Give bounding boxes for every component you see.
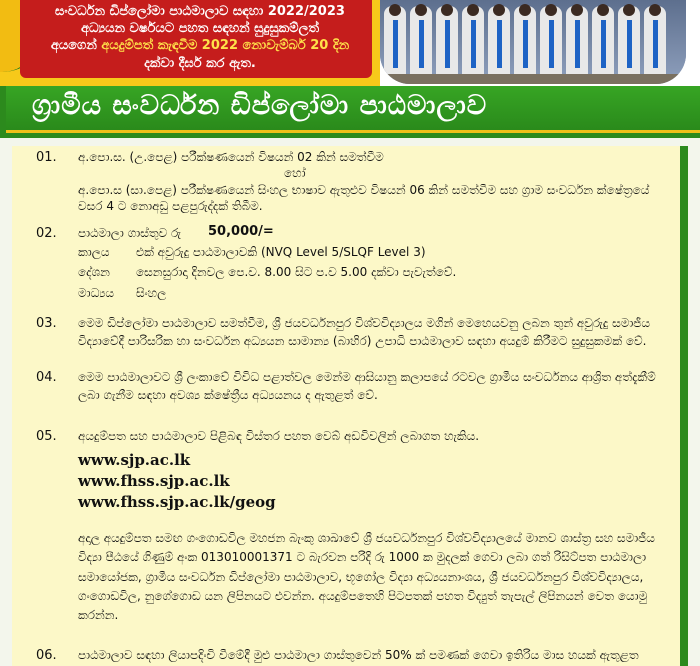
banner-line-3 [28, 38, 372, 53]
graduate-figure [436, 6, 458, 76]
section-02-number: 02. [36, 226, 57, 241]
lectures-value: සෙනසුරාදා දිනවල පෙ.ව. 8.00 සිට ප.ව 5.00 දක්වා පැවැත්වේ. [136, 265, 457, 279]
section-06-number: 06. [36, 648, 57, 663]
graduate-figure [462, 6, 484, 76]
graduate-figure [644, 6, 666, 76]
note-line-c: සමායෝජක, ග්‍රාමීය සංවර්ධන ඩිප්ලෝමා පාඨමාලාව, භූගෝල විද්‍යා අධ්‍යයනාංශය, ශ්‍රී ජයවර්ධනපුර විශ්වවිද්‍යාලය, [78, 570, 644, 584]
graduate-figure [410, 6, 432, 76]
fee-value: 50,000/= [208, 224, 274, 239]
graduate-figure [566, 6, 588, 76]
section-04-line-b: ලබා ගැනීම සඳහා අවශ්‍ය ක්ෂේත්‍රීය අධ්‍යයනය ද ඇතුළත් වේ. [78, 388, 378, 402]
section-01-or: හෝ [284, 166, 306, 180]
banner-line-1: සංවර්ධන ඩිප්ලෝමා පාඨමාලාව සඳහා 2022/2023 [55, 4, 345, 19]
website-link-sjp[interactable]: www.sjp.ac.lk [78, 451, 191, 469]
section-05-line-a: අයදුම්පත සහ පාඨමාලාව පිළිබඳ විස්තර පහත වෙබ් අඩවිවලින් ලබාගත හැකිය. [78, 429, 480, 443]
section-05-number: 05. [36, 429, 57, 444]
medium-label: මාධ්‍යය [78, 286, 115, 300]
medium-value: සිංහල [136, 286, 167, 300]
graduate-figure [540, 6, 562, 76]
section-01-line-a: අ.පො.ස. (උ.පෙළ) පරීක්ෂණයෙන් විෂයන් 02 කින් සමත්වීම [78, 150, 384, 164]
section-03-line-b: විද්‍යාවේදී පාරිසරික හා සංවර්ධන අධ්‍යයන සාමාන්‍ය (බාහිර) උපාධි පාඨමාලාව සඳහා අයදුම් කිරීමට සුදුසුකමක් වේ. [78, 334, 647, 348]
top-banner [0, 0, 700, 86]
note-line-b: විද්‍යා පීඨයේ ගිණුම් අංක 013010001371 ට බැරවන පරිදි රු 1000 ක මුදලක් ගෙවා ලබා ගත් රිසිට්පත පාඨමාලා [78, 550, 647, 564]
section-03-line-a: මෙම ඩිප්ලෝමා පාඨමාලාව සමත්වීම, ශ්‍රී ජයවර්ධනපුර විශ්වවිද්‍යාලය මගින් මෙහෙයවනු ලබන තුන් අවුරුදු සමාජීය [78, 316, 651, 330]
graduates-photo [380, 0, 686, 84]
website-link-geog[interactable]: www.fhss.sjp.ac.lk/geog [78, 493, 276, 511]
website-link-fhss[interactable]: www.fhss.sjp.ac.lk [78, 472, 230, 490]
graduate-figure [618, 6, 640, 76]
graduate-figure [384, 6, 406, 76]
section-06-line-a: පාඨමාලාව සඳහා ලියාපදිංචි වීමේදී මුළු පාඨමාලා ගාස්තුවෙන් 50% ක් පමණක් ගෙවා ඉතිරිය මාස හයක් ඇතුළත [78, 648, 639, 662]
banner-line-3-prefix: අයගෙන් [50, 38, 102, 53]
graduate-figure [488, 6, 510, 76]
graduate-figure [514, 6, 536, 76]
graduate-figure [592, 6, 614, 76]
section-01-line-b: අ.පො.ස (සා.පෙළ) පරීක්ෂණයෙන් සිංහල භාෂාව ඇතුළුව විෂයන් 06 කින් සමත්වීම සහ ග්‍රාම සංවර්ධන ක්ෂේත්‍රයේ [78, 183, 650, 197]
banner-line-2: අධ්‍යයන වර්ෂයට පහත සඳහන් සුදුසුකම්ලත් [81, 21, 319, 36]
content-card [12, 146, 680, 666]
section-01-number: 01. [36, 150, 57, 165]
note-line-d: ගංගොඩවිල, නුගේගොඩ යන ලිපිනයට එවන්න. අයදුම්පතෙහි පිටපතක් පහත විද්‍යුත් තැපැල් ලිපිනයන් වෙත යොමු [78, 589, 648, 603]
duration-label: කාලය [78, 245, 110, 259]
section-03-number: 03. [36, 316, 57, 331]
section-04-line-a: මෙම පාඨමාලාවට ශ්‍රී ලංකාවේ විවිධ පළාත්වල මෙන්ම ආසියානු කලාපයේ රටවල ග්‍රාමීය සංවර්ධනය ආශ්‍රිත අත්දැකීම් [78, 370, 656, 384]
banner-line-4: දක්වා දීර්ඝ කර ඇත. [144, 56, 256, 71]
section-01-line-c: වසර 4 ට නොඅඩු පළපුරුද්දක් තිබීම. [78, 199, 263, 213]
duration-value: එක් අවුරුදු පාඨමාලාවකි (NVQ Level 5/SLQF Level 3) [136, 245, 426, 259]
title-bar [0, 86, 700, 138]
note-line-a: අදාල අයදුම්පත සමඟ ගංගොඩවිල මහජන බැංකු ශාඛාවේ ශ්‍රී ජයවර්ධනපුර විශ්වවිද්‍යාලයේ මානව ශාස්ත්‍ර සහ සමාජීය [78, 531, 655, 545]
section-04-number: 04. [36, 370, 57, 385]
note-line-e: කරන්න. [78, 608, 119, 622]
banner-deadline-highlight: අයදුම්පත් කැඳවීම 2022 නොවැම්බර් 20 දින [101, 38, 350, 53]
fee-label: පාඨමාලා ගාස්තුව රු [78, 226, 182, 240]
lectures-label: දේශන [78, 265, 110, 279]
green-side-stripe [680, 146, 688, 666]
page-title: ග්‍රාමීය සංවර්ධන ඩිප්ලෝමා පාඨමාලාව [32, 90, 488, 121]
